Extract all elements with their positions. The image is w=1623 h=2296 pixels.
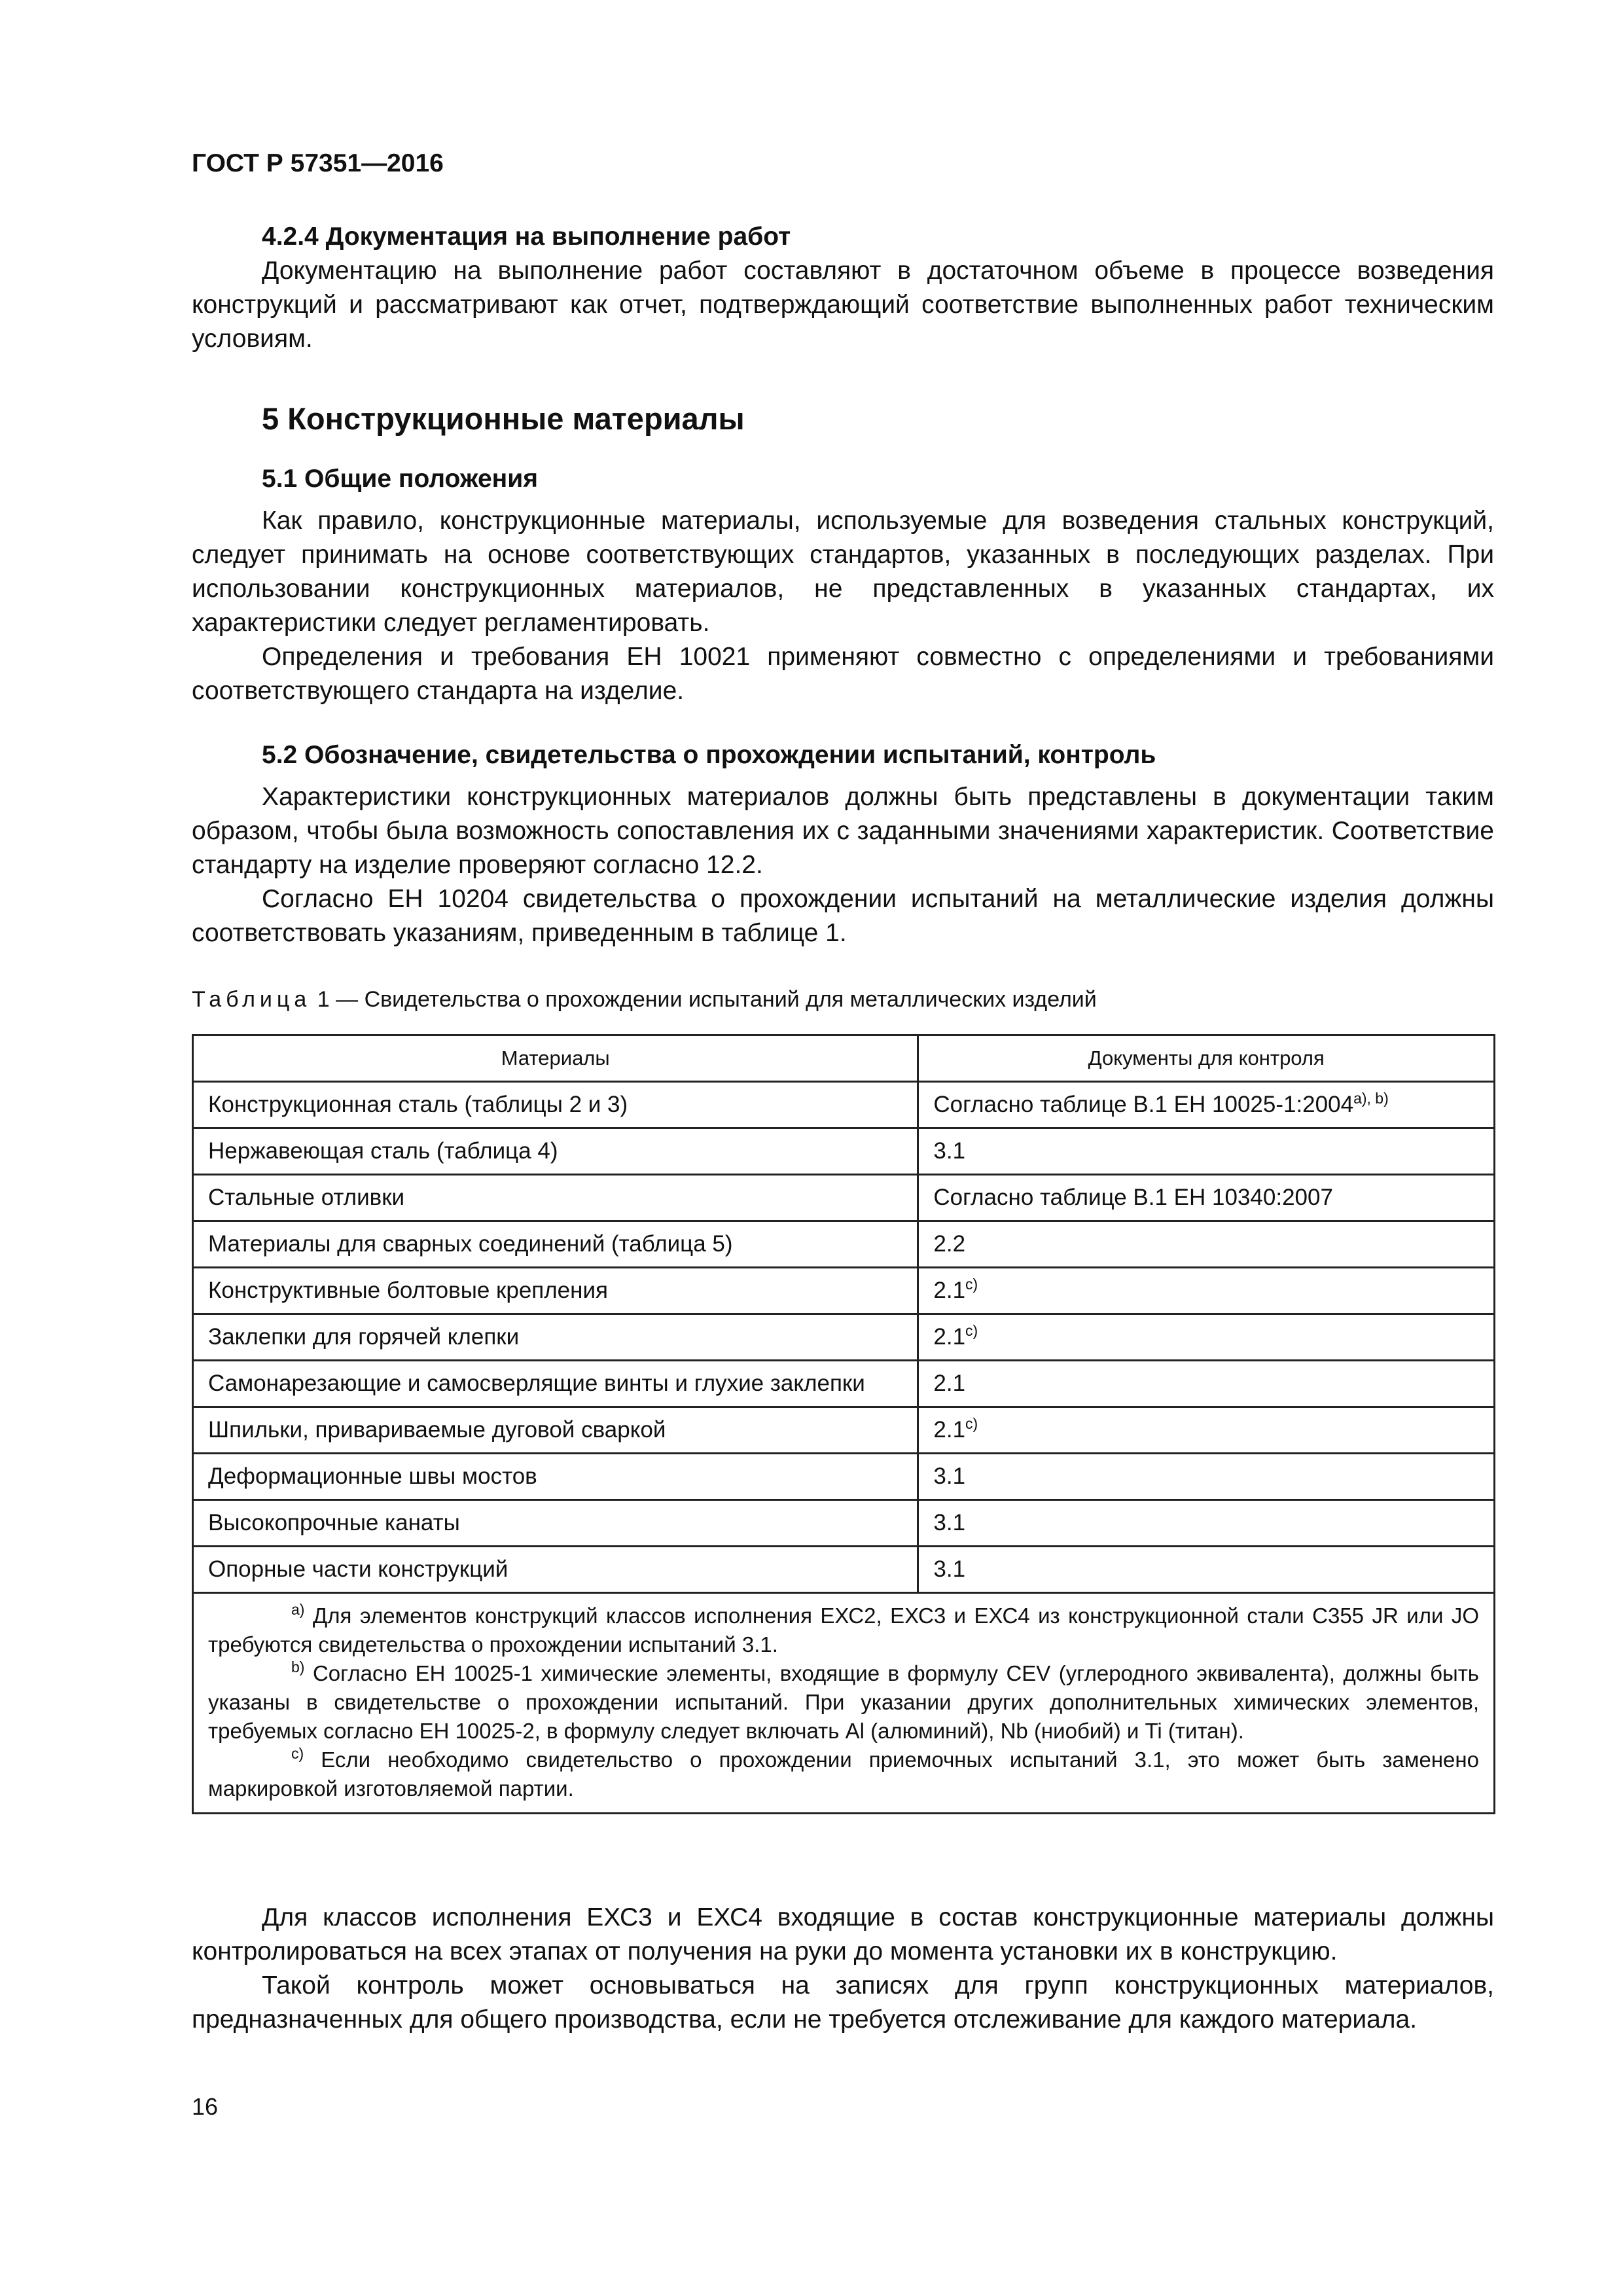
table-row [193, 1547, 1495, 1593]
material-cell: Нержавеющая сталь (таблица 4) [193, 1128, 918, 1175]
closing-paragraph: Для классов исполнения ЕХС3 и ЕХС4 входящие в состав конструкционные материалы должны контролироваться на всех этапах от получения на руки до момента установки их в конструкцию. [192, 1903, 1494, 1965]
material-cell: Шпильки, привариваемые дуговой сваркой [193, 1407, 918, 1454]
table-1 [192, 1034, 1495, 1814]
closing-paragraph: Такой контроль может основываться на записях для групп конструкционных материалов, предназначенных для общего производства, если не требуется отслеживание для каждого материала. [192, 1971, 1494, 2034]
table-row [193, 1361, 1495, 1407]
closing-text [192, 1901, 1494, 2037]
table-row [193, 1175, 1495, 1221]
table-footnote [208, 1602, 1479, 1659]
table-caption-text: 1 — Свидетельства о прохождении испытаний для металлических изделий [317, 987, 1097, 1012]
document-value: 2.1 [933, 1371, 966, 1396]
document-cell [918, 1221, 1495, 1268]
document-cell [918, 1361, 1495, 1407]
footnote-text: Согласно ЕН 10025-1 химические элементы, входящие в формулу CEV (углеродного эквивалента), должны быть указаны в свидетельстве о прохождении испытаний. При указании других дополнительных химических элементов, требуемых согласно ЕН 10025-2, в формулу следует включать Al (алюминий), Nb (ниобий) и Ti (титан). [208, 1661, 1480, 1743]
table-row [193, 1314, 1495, 1361]
footnote-ref: a), b) [1353, 1090, 1389, 1107]
table-footnote [208, 1746, 1479, 1803]
table-footnotes [193, 1593, 1495, 1814]
footnote-ref: c) [965, 1322, 978, 1339]
footnote-mark: c) [291, 1745, 304, 1762]
section-4-2-4-heading: 4.2.4 Документация на выполнение работ [262, 223, 791, 251]
document-value: Согласно таблице В.1 ЕН 10025-1:2004 [933, 1092, 1354, 1117]
section-4-2-4-text: Документацию на выполнение работ составляют в достаточном объеме в процессе возведения конструкций и рассматривают как отчет, подтверждающий соответствие выполненных работ техническим условиям. [192, 257, 1494, 353]
document-code: ГОСТ Р 57351—2016 [192, 149, 444, 177]
table-footnote [208, 1659, 1479, 1746]
document-value: 3.1 [933, 1463, 966, 1489]
table-row [193, 1454, 1495, 1500]
table-row [193, 1128, 1495, 1175]
document-value: Согласно таблице В.1 ЕН 10340:2007 [933, 1185, 1333, 1210]
section-5-2-paragraph: Характеристики конструкционных материалов должны быть представлены в документации таким образом, чтобы была возможность сопоставления их с заданными значениями характеристик. Соответствие стандарту на изделие проверяют согласно 12.2. [192, 783, 1494, 879]
section-5-2 [192, 738, 1494, 950]
table-footnotes-row [193, 1593, 1495, 1814]
section-4-2-4 [192, 220, 1494, 356]
footnote-text: Для элементов конструкций классов исполнения ЕХС2, ЕХС3 и ЕХС4 из конструкционной стали С355 JR или JO требуются свидетельства о прохождении испытаний 3.1. [208, 1604, 1479, 1657]
document-value: 3.1 [933, 1510, 966, 1535]
document-value: 3.1 [933, 1556, 966, 1582]
material-cell: Конструктивные болтовые крепления [193, 1268, 918, 1314]
table-caption-label: Таблица [192, 987, 312, 1012]
table-row [193, 1221, 1495, 1268]
document-cell [918, 1175, 1495, 1221]
material-cell: Высокопрочные канаты [193, 1500, 918, 1547]
material-cell: Материалы для сварных соединений (таблица 5) [193, 1221, 918, 1268]
page-number: 16 [192, 2093, 219, 2120]
table-row [193, 1407, 1495, 1454]
document-value: 2.1 [933, 1278, 966, 1303]
document-cell [918, 1268, 1495, 1314]
material-cell: Самонарезающие и самосверлящие винты и глухие заклепки [193, 1361, 918, 1407]
document-cell [918, 1500, 1495, 1547]
section-5-1-paragraph: Как правило, конструкционные материалы, используемые для возведения стальных конструкций, следует принимать на основе соответствующих стандартов, указанных в последующих разделах. При использовании конструкционных материалов, не представленных в указанных стандартах, их характеристики следует регламентировать. [192, 507, 1494, 637]
section-5-2-paragraph: Согласно ЕН 10204 свидетельства о прохождении испытаний на металлические изделия должны соответствовать указаниям, приведенным в таблице 1. [192, 885, 1494, 947]
column-header-materials: Материалы [193, 1035, 918, 1082]
document-cell [918, 1082, 1495, 1128]
table-header-row [193, 1035, 1495, 1082]
footnote-ref: c) [965, 1415, 978, 1432]
table-row [193, 1268, 1495, 1314]
table-row [193, 1500, 1495, 1547]
section-5-1-heading: 5.1 Общие положения [262, 465, 538, 493]
document-cell [918, 1454, 1495, 1500]
document-value: 2.1 [933, 1324, 966, 1350]
section-5-1 [192, 462, 1494, 708]
material-cell: Стальные отливки [193, 1175, 918, 1221]
material-cell: Опорные части конструкций [193, 1547, 918, 1593]
footnote-text: Если необходимо свидетельство о прохождении приемочных испытаний 3.1, это может быть заменено маркировкой изготовляемой партии. [208, 1748, 1479, 1801]
document-cell [918, 1128, 1495, 1175]
material-cell: Деформационные швы мостов [193, 1454, 918, 1500]
section-5-1-paragraph: Определения и требования ЕН 10021 применяют совместно с определениями и требованиями соответствующего стандарта на изделие. [192, 643, 1494, 705]
document-cell [918, 1547, 1495, 1593]
document-value: 3.1 [933, 1138, 966, 1164]
section-5-2-heading: 5.2 Обозначение, свидетельства о прохождении испытаний, контроль [262, 741, 1156, 769]
table-1-caption [192, 987, 1097, 1013]
document-cell [918, 1407, 1495, 1454]
footnote-mark: a) [291, 1601, 305, 1618]
document-value: 2.1 [933, 1417, 966, 1443]
footnote-ref: c) [965, 1276, 978, 1293]
column-header-documents: Документы для контроля [918, 1035, 1495, 1082]
document-value: 2.2 [933, 1231, 966, 1257]
document-cell [918, 1314, 1495, 1361]
section-5-heading: 5 Конструкционные материалы [262, 401, 745, 436]
footnote-mark: b) [291, 1659, 305, 1676]
material-cell: Конструкционная сталь (таблицы 2 и 3) [193, 1082, 918, 1128]
table-row [193, 1082, 1495, 1128]
material-cell: Заклепки для горячей клепки [193, 1314, 918, 1361]
